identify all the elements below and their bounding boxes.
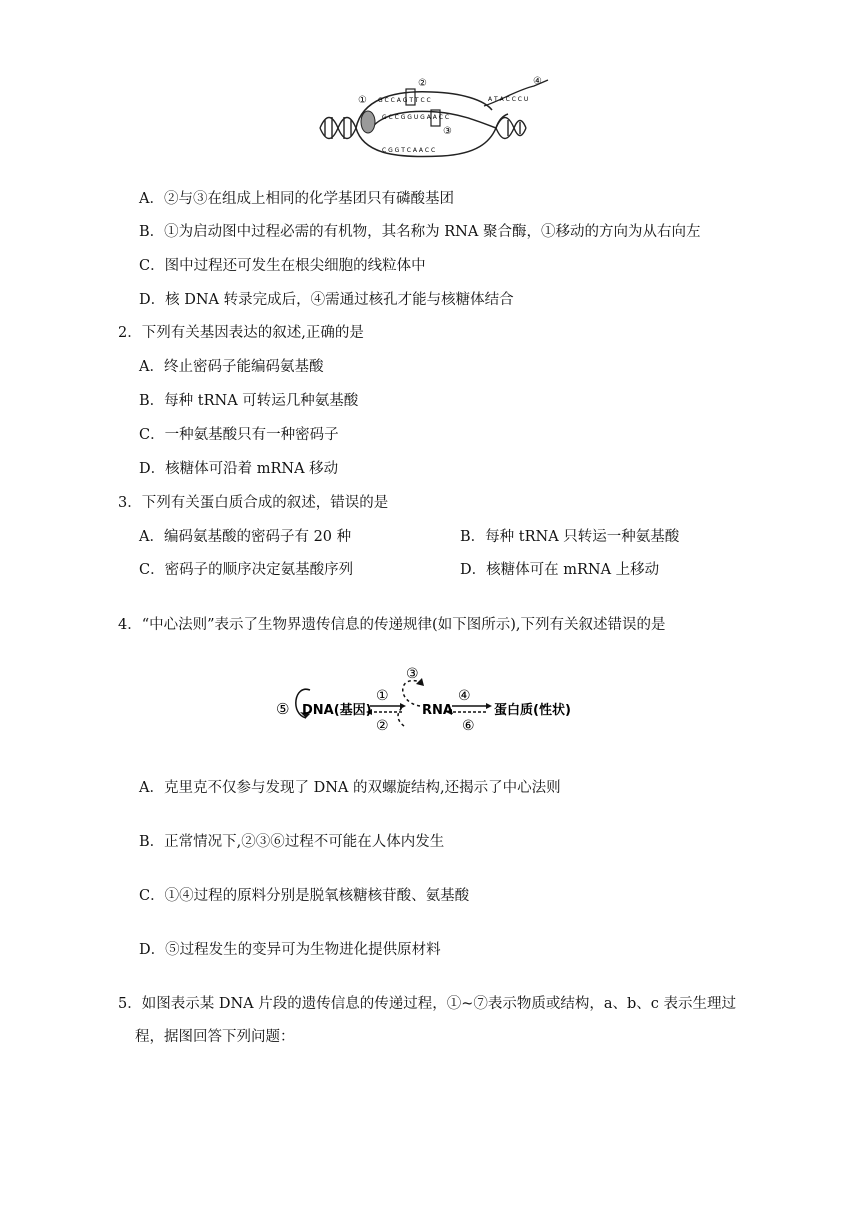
q4-option-a: A．克里克不仅参与发现了 DNA 的双螺旋结构,还揭示了中心法则 xyxy=(139,780,561,796)
q4-option-b: B．正常情况下,②③⑥过程不可能在人体内发生 xyxy=(139,834,445,850)
q3-stem: 3．下列有关蛋白质合成的叙述，错误的是 xyxy=(118,495,389,511)
q2-option-b: B．每种 tRNA 可转运几种氨基酸 xyxy=(139,393,359,409)
q2-option-d: D．核糖体可沿着 mRNA 移动 xyxy=(139,461,339,477)
rna-replication-loop xyxy=(403,681,420,706)
q3-option-b: B．每种 tRNA 只转运一种氨基酸 xyxy=(460,529,680,545)
upper-sequence: G C C A G T T C C xyxy=(378,97,431,104)
q5-stem-line2: 程，据图回答下列问题： xyxy=(135,1029,295,1045)
q1-option-a: A．②与③在组成上相同的化学基团只有磷酸基团 xyxy=(139,191,454,207)
label-4: ④ xyxy=(458,688,471,704)
lower-sequence: C G G T C A A C C xyxy=(382,147,436,154)
marker-1: ① xyxy=(358,95,367,106)
q3-option-c: C．密码子的顺序决定氨基酸序列 xyxy=(139,562,354,578)
q5-stem-line1: 5．如图表示某 DNA 片段的遗传信息的传递过程，①~⑦表示物质或结构，a、b、c 表示生理过 xyxy=(118,996,737,1012)
q3-option-a: A．编码氨基酸的密码子有 20 种 xyxy=(139,529,352,545)
marker-2: ② xyxy=(418,78,427,89)
transcription-figure xyxy=(312,70,552,162)
label-1: ① xyxy=(376,688,389,704)
right-sequence: A T A C C C U xyxy=(488,96,529,103)
q4-stem: 4．“中心法则”表示了生物界遗传信息的传递规律(如下图所示),下列有关叙述错误的是 xyxy=(118,617,666,633)
marker-3: ③ xyxy=(443,126,452,137)
q1-option-c: C．图中过程还可发生在根尖细胞的线粒体中 xyxy=(139,258,426,274)
q1-option-b: B．①为启动图中过程必需的有机物，其名称为 RNA 聚合酶，①移动的方向为从右向左 xyxy=(139,224,701,240)
dna-helix-left xyxy=(320,117,356,139)
label-6: ⑥ xyxy=(462,718,475,734)
enzyme-1 xyxy=(361,111,375,133)
middle-sequence: G C C G G U G A A C C xyxy=(382,114,450,121)
marker-4: ④ xyxy=(533,76,542,87)
label-5: ⑤ xyxy=(276,700,290,718)
label-3: ③ xyxy=(406,666,419,682)
q1-option-d: D．核 DNA 转录完成后，④需通过核孔才能与核糖体结合 xyxy=(139,292,514,308)
q2-option-a: A．终止密码子能编码氨基酸 xyxy=(139,359,324,375)
central-dogma-figure xyxy=(272,662,592,736)
label-2: ② xyxy=(376,718,389,734)
q4-option-d: D．⑤过程发生的变异可为生物进化提供原材料 xyxy=(139,942,441,958)
q3-option-d: D．核糖体可在 mRNA 上移动 xyxy=(460,562,660,578)
dna-helix-right xyxy=(496,118,526,139)
label-rna: RNA xyxy=(422,703,453,718)
q2-stem: 2．下列有关基因表达的叙述,正确的是 xyxy=(118,325,364,341)
label-dna: DNA(基因) xyxy=(302,703,372,718)
label-protein: 蛋白质(性状) xyxy=(494,703,571,718)
q2-option-c: C．一种氨基酸只有一种密码子 xyxy=(139,427,339,443)
q4-option-c: C．①④过程的原料分别是脱氧核糖核苷酸、氨基酸 xyxy=(139,888,470,904)
